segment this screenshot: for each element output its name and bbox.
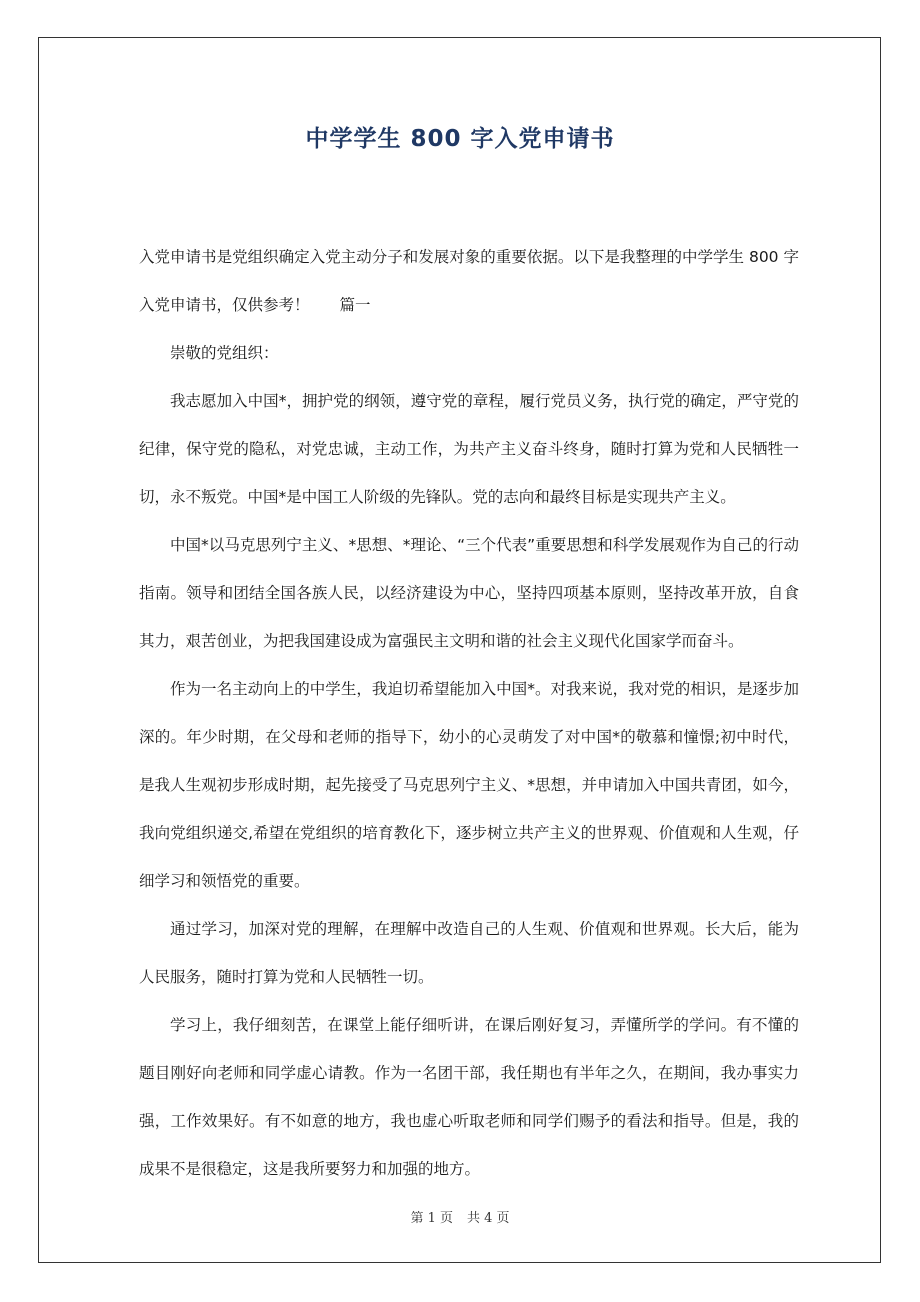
page-footer xyxy=(0,1207,920,1226)
salutation: 崇敬的党组织： xyxy=(170,344,279,362)
document-body xyxy=(139,233,799,1193)
paragraph-study-conduct: 学习上，我仔细刻苦，在课堂上能仔细听讲，在课后刚好复习，弄懂所学的学问。有不懂的题目刚好向老师和同学虚心请教。作为一名团干部，我任期也有半年之久，在期间，我办事实力强，工作效果好。有不如意的地方，我也虚心听取老师和同学们赐予的看法和指导。但是，我的成果不是很稳定，这是我所要努力和加强的地方。 xyxy=(139,1016,799,1178)
section-label: 篇一 xyxy=(339,296,371,314)
paragraph-study-goal: 通过学习，加深对党的理解，在理解中改造自己的人生观、价值观和世界观。长大后，能为人民服务，随时打算为党和人民牺牲一切。 xyxy=(139,920,799,986)
page-number: 第 1 页 xyxy=(410,1211,453,1226)
page-total: 共 4 页 xyxy=(467,1211,510,1226)
document-title: 中学学生 800 字入党申请书 xyxy=(305,126,615,152)
paragraph-personal-motivation: 作为一名主动向上的中学生，我迫切希望能加入中国*。对我来说，我对党的相识，是逐步加深的。年少时期，在父母和老师的指导下，幼小的心灵萌发了对中国*的敬慕和憧憬;初中时代，是我人生观初步形成时期，起先接受了马克思列宁主义、*思想，并申请加入中国共青团，如今，我向党组织递交,希望在党组织的培育教化下，逐步树立共产主义的世界观、价值观和人生观，仔细学习和领悟党的重要。 xyxy=(139,680,799,890)
paragraph-guiding-ideology: 中国*以马克思列宁主义、*思想、*理论、“三个代表”重要思想和科学发展观作为自己的行动指南。领导和团结全国各族人民，以经济建设为中心，坚持四项基本原则，坚持改革开放，自食其力，艰苦创业，为把我国建设成为富强民主文明和谐的社会主义现代化国家学而奋斗。 xyxy=(139,536,799,650)
paragraph-pledge: 我志愿加入中国*，拥护党的纲领，遵守党的章程，履行党员义务，执行党的确定，严守党的纪律，保守党的隐私，对党忠诚，主动工作，为共产主义奋斗终身，随时打算为党和人民牺牲一切，永不叛党。中国*是中国工人阶级的先锋队。党的志向和最终目标是实现共产主义。 xyxy=(139,392,799,506)
intro-paragraph xyxy=(139,233,799,329)
intro-text: 入党申请书是党组织确定入党主动分子和发展对象的重要依据。以下是我整理的中学学生 800 字入党申请书，仅供参考！ xyxy=(139,248,799,314)
